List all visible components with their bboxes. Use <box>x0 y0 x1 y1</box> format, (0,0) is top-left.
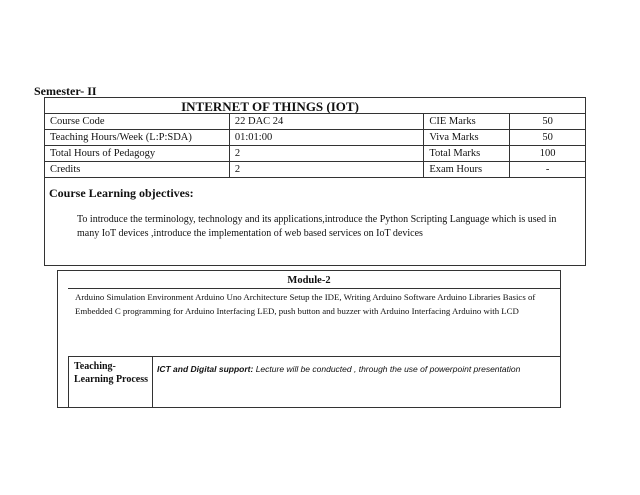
mark-label: Viva Marks <box>424 130 510 146</box>
row-label: Credits <box>45 162 230 178</box>
semester-label: Semester- II <box>34 84 97 98</box>
row-value: 01:01:00 <box>229 130 423 146</box>
course-info-table <box>44 113 586 178</box>
teaching-learning-label: Teaching-Learning Process <box>74 361 148 385</box>
module-heading: Module-2 <box>287 275 331 286</box>
objectives-text: To introduce the terminology, technology and its applications,introduce the Python Scripting Language which is used in many IoT devices ,introduce the implementation of web based services on IoT devices <box>77 214 557 239</box>
ict-support-text: Lecture will be conducted , through the use of powerpoint presentation <box>255 364 521 374</box>
mark-value: 50 <box>510 130 586 146</box>
objectives-heading: Course Learning objectives: <box>49 186 194 200</box>
ict-support-label: ICT and Digital support: <box>157 364 254 374</box>
mark-value: - <box>510 162 586 178</box>
mark-label: Total Marks <box>424 146 510 162</box>
row-label: Course Code <box>45 114 230 130</box>
mark-value: 100 <box>510 146 586 162</box>
mark-label: CIE Marks <box>424 114 510 130</box>
mark-label: Exam Hours <box>424 162 510 178</box>
teaching-learning-text <box>157 362 552 376</box>
table-row <box>45 162 586 178</box>
table-row <box>45 146 586 162</box>
table-row <box>45 114 586 130</box>
course-title: INTERNET OF THINGS (IOT) <box>181 99 359 114</box>
row-value: 2 <box>229 146 423 162</box>
module-divider <box>68 288 561 289</box>
mark-value: 50 <box>510 114 586 130</box>
row-value: 22 DAC 24 <box>229 114 423 130</box>
row-value: 2 <box>229 162 423 178</box>
row-label: Teaching Hours/Week (L:P:SDA) <box>45 130 230 146</box>
module-text: Arduino Simulation Environment Arduino Uno Architecture Setup the IDE, Writing Arduino Software Arduino Libraries Basics of Embedded C programming for Arduino Interfacing LED, push button and buzzer with Arduino Interfacing Arduino with LCD <box>75 292 536 316</box>
table-row <box>45 130 586 146</box>
row-label: Total Hours of Pedagogy <box>45 146 230 162</box>
